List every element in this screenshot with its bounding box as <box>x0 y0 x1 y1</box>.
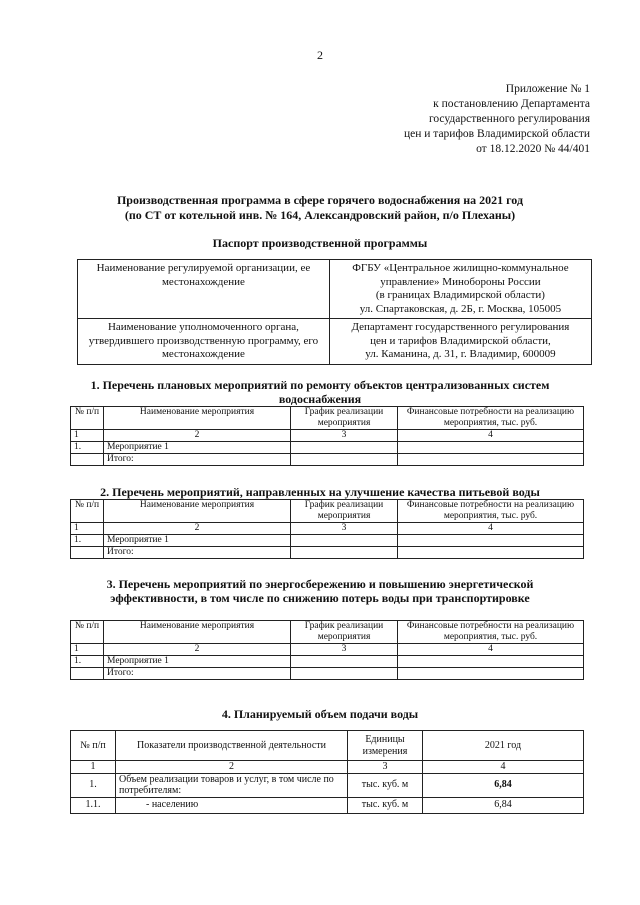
header-finance: Финансовые потребности на реализацию мероприятия, тыс. руб. <box>398 407 584 430</box>
row-total: Итого: <box>104 668 291 680</box>
row-total: Итого: <box>104 547 291 559</box>
header-name: Наименование мероприятия <box>104 621 291 644</box>
table-row <box>71 535 584 547</box>
header-year: 2021 год <box>423 731 584 761</box>
col-num: 3 <box>291 644 398 656</box>
col-num: 2 <box>104 523 291 535</box>
section-2-table <box>70 499 584 559</box>
header-num: № п/п <box>71 731 116 761</box>
passport-value <box>329 260 591 319</box>
column-number-row <box>71 523 584 535</box>
col-num: 1 <box>71 523 104 535</box>
col-num: 2 <box>116 761 348 774</box>
col-num: 4 <box>398 430 584 442</box>
row-value: 6,84 <box>423 797 584 813</box>
table-header-row <box>71 731 584 761</box>
section-3-title <box>0 577 640 605</box>
row-name: Мероприятие 1 <box>104 442 291 454</box>
header-schedule: График реализации мероприятия <box>291 621 398 644</box>
title-line: Производственная программа в сфере горячего водоснабжения на 2021 год <box>116 193 524 207</box>
header-unit: Единицы измерения <box>348 731 423 761</box>
row-finance <box>398 668 584 680</box>
row-num: 1.1. <box>71 797 116 813</box>
column-number-row <box>71 644 584 656</box>
value-line: (в границах Владимирской области) <box>375 289 545 301</box>
appendix-line: от 18.12.2020 № 44/401 <box>476 143 590 155</box>
header-name: Наименование мероприятия <box>104 500 291 523</box>
row-num <box>71 668 104 680</box>
section-4-title: 4. Планируемый объем подачи воды <box>221 707 419 721</box>
appendix-line: цен и тарифов Владимирской области <box>403 128 590 140</box>
row-unit: тыс. куб. м <box>348 797 423 813</box>
row-schedule <box>291 668 398 680</box>
row-finance <box>398 656 584 668</box>
header-num: № п/п <box>71 621 104 644</box>
passport-value <box>329 319 591 365</box>
header-name: Наименование мероприятия <box>104 407 291 430</box>
table-header-row <box>71 407 584 430</box>
appendix-line: Приложение № 1 <box>505 83 590 95</box>
passport-label: Наименование уполномоченного органа, утвердившего производственную программу, его местонахождение <box>78 319 330 365</box>
col-num: 3 <box>348 761 423 774</box>
table-header-row <box>71 500 584 523</box>
row-schedule <box>291 547 398 559</box>
passport-label: Наименование регулируемой организации, ее местонахождение <box>78 260 330 319</box>
row-schedule <box>291 535 398 547</box>
volume-table <box>70 730 584 814</box>
col-num: 3 <box>291 430 398 442</box>
row-num: 1. <box>71 535 104 547</box>
col-num: 4 <box>398 523 584 535</box>
title-line: 3. Перечень мероприятий по энергосбережению и повышению энергетической <box>106 577 534 591</box>
row-num <box>71 454 104 466</box>
row-finance <box>398 535 584 547</box>
row-num <box>71 547 104 559</box>
table-row <box>71 547 584 559</box>
table-row <box>71 442 584 454</box>
row-finance <box>398 442 584 454</box>
col-num: 1 <box>71 761 116 774</box>
table-row <box>71 656 584 668</box>
table-row <box>78 319 592 365</box>
row-total: Итого: <box>104 454 291 466</box>
row-indicator: Объем реализации товаров и услуг, в том числе по потребителям: <box>116 773 348 797</box>
header-finance: Финансовые потребности на реализацию мероприятия, тыс. руб. <box>398 500 584 523</box>
col-num: 4 <box>423 761 584 774</box>
appendix-block <box>404 82 590 157</box>
header-schedule: График реализации мероприятия <box>291 407 398 430</box>
value-line: управление» Минобороны России <box>380 275 541 288</box>
value-line: Департамент государственного регулирования <box>351 321 570 333</box>
col-num: 1 <box>71 430 104 442</box>
column-number-row <box>71 761 584 774</box>
col-num: 2 <box>104 430 291 442</box>
title-line: водоснабжения <box>278 392 362 406</box>
passport-table <box>77 259 592 365</box>
appendix-line: к постановлению Департамента <box>433 98 590 110</box>
table-row <box>71 668 584 680</box>
value-line: цен и тарифов Владимирской области, <box>370 334 551 347</box>
column-number-row <box>71 430 584 442</box>
header-num: № п/п <box>71 500 104 523</box>
section-3-table <box>70 620 584 680</box>
header-finance: Финансовые потребности на реализацию мероприятия, тыс. руб. <box>398 621 584 644</box>
row-num: 1. <box>71 656 104 668</box>
section-1-table <box>70 406 584 466</box>
value-line: ул. Спартаковская, д. 2Б, г. Москва, 105005 <box>359 302 562 315</box>
header-num: № п/п <box>71 407 104 430</box>
row-finance <box>398 547 584 559</box>
value-line: ул. Каманина, д. 31, г. Владимир, 600009 <box>365 348 556 360</box>
table-row <box>78 260 592 319</box>
title-line: (по СТ от котельной инв. № 164, Александровский район, п/о Плеханы) <box>124 208 516 222</box>
row-name: Мероприятие 1 <box>104 535 291 547</box>
document-title <box>0 193 640 223</box>
section-1-title <box>0 378 640 406</box>
row-value: 6,84 <box>423 773 584 797</box>
page-number: 2 <box>317 48 323 62</box>
col-num: 1 <box>71 644 104 656</box>
table-header-row <box>71 621 584 644</box>
row-schedule <box>291 442 398 454</box>
table-row <box>71 797 584 813</box>
appendix-line: государственного регулирования <box>428 113 590 125</box>
row-unit: тыс. куб. м <box>348 773 423 797</box>
passport-title: Паспорт производственной программы <box>212 236 428 250</box>
header-indicator: Показатели производственной деятельности <box>116 731 348 761</box>
row-schedule <box>291 454 398 466</box>
row-num: 1. <box>71 442 104 454</box>
title-line: эффективности, в том числе по снижению потерь воды при транспортировке <box>110 591 530 605</box>
table-row <box>71 773 584 797</box>
title-line: 2. Перечень мероприятий, направленных на улучшение качества питьевой воды <box>100 485 540 499</box>
table-row <box>71 454 584 466</box>
title-line: 1. Перечень плановых мероприятий по ремонту объектов централизованных систем <box>90 378 550 392</box>
col-num: 2 <box>104 644 291 656</box>
row-name: Мероприятие 1 <box>104 656 291 668</box>
row-finance <box>398 454 584 466</box>
col-num: 4 <box>398 644 584 656</box>
row-indicator: - населению <box>116 797 348 813</box>
row-num: 1. <box>71 773 116 797</box>
value-line: ФГБУ «Центральное жилищно-коммунальное <box>352 262 569 274</box>
header-schedule: График реализации мероприятия <box>291 500 398 523</box>
row-schedule <box>291 656 398 668</box>
section-2-title <box>0 485 640 499</box>
col-num: 3 <box>291 523 398 535</box>
